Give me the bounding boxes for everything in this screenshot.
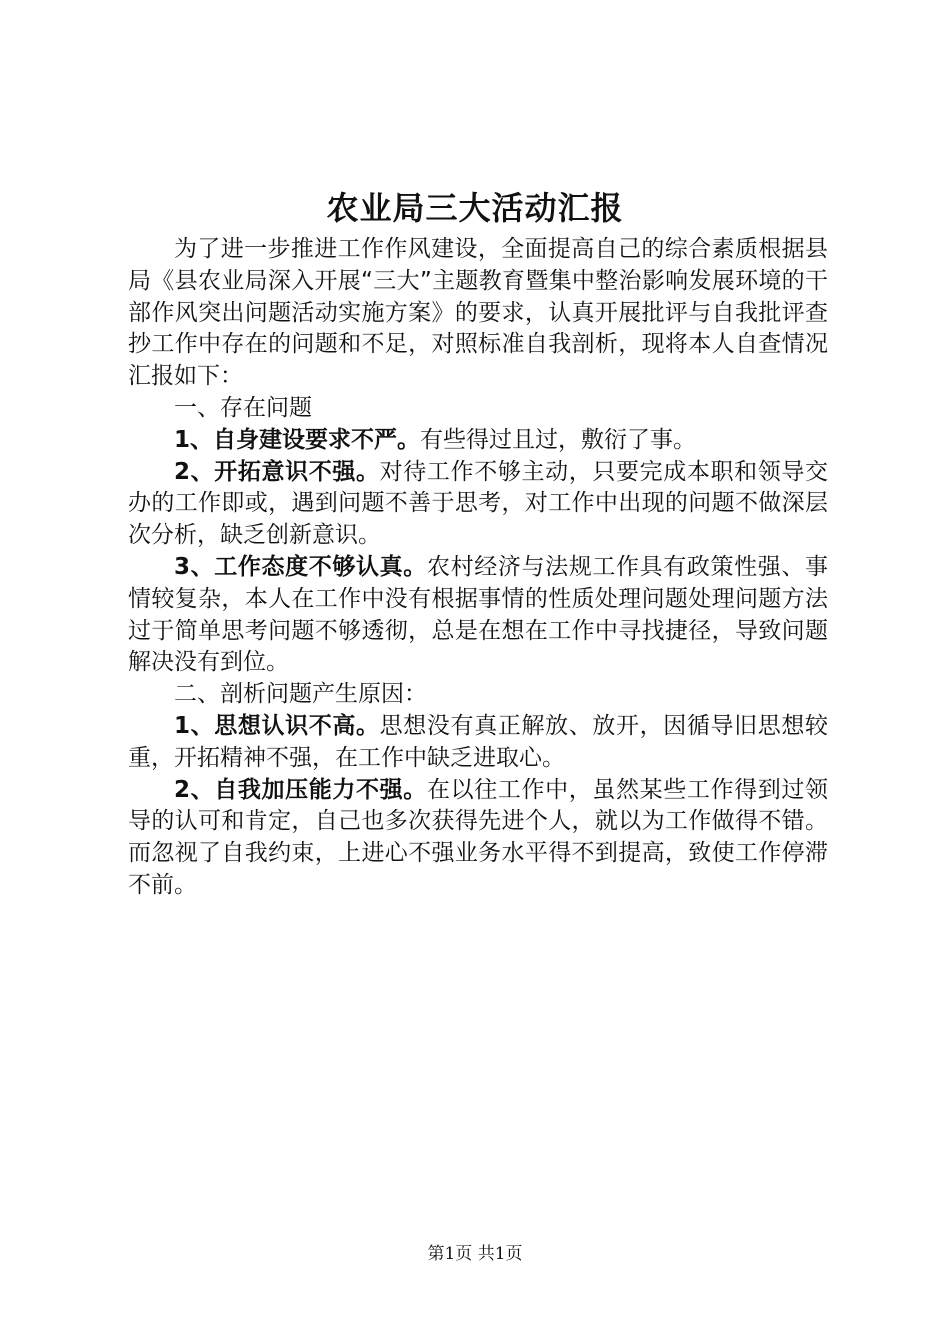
item-lead: 1、思想认识不高。 bbox=[174, 712, 380, 739]
cause-item-1 bbox=[128, 711, 828, 775]
intro-paragraph bbox=[128, 234, 828, 393]
page-footer: 第1页 共1页 bbox=[427, 1244, 523, 1264]
paragraph-text: 农村经济与法规工作具有政策性强、事情较复杂，本人在工作中没有根据事情的性质处理问题处理问题方法过于简单思考问题不够透彻，总是在想在工作中寻找捷径，导致问题解决没有到位。 bbox=[128, 553, 829, 676]
paragraph-text: 一、存在问题 bbox=[174, 394, 312, 421]
section-heading-causes bbox=[128, 679, 828, 711]
paragraph-text: 对待工作不够主动，只要完成本职和领导交办的工作即或，遇到问题不善于思考，对工作中出现的问题不做深层次分析，缺乏创新意识。 bbox=[128, 458, 828, 549]
paragraph-text: 为了进一步推进工作作风建设，全面提高自己的综合素质根据县局《县农业局深入开展“三大”主题教育暨集中整治影响发展环境的干部作风突出问题活动实施方案》的要求，认真开展批评与自我批评查抄工作中存在的问题和不足，对照标准自我剖析，现将本人自查情况汇报如下： bbox=[128, 236, 828, 390]
paragraph-text: 有些得过且过，敷衍了事。 bbox=[420, 426, 697, 453]
paragraph-text: 在以往工作中，虽然某些工作得到过领导的认可和肯定，自己也多次获得先进个人，就以为工作做得不错。而忽视了自我约束，上进心不强业务水平得不到提高，致使工作停滞不前。 bbox=[128, 776, 829, 898]
document-title: 农业局三大活动汇报 bbox=[326, 189, 624, 227]
paragraph-text: 思想没有真正解放、放开，因循导旧思想较重，开拓精神不强，在工作中缺乏进取心。 bbox=[128, 712, 828, 771]
item-lead: 1、自身建设要求不严。 bbox=[174, 426, 421, 453]
item-lead: 3、工作态度不够认真。 bbox=[174, 553, 427, 580]
problem-item-2 bbox=[128, 457, 828, 552]
paragraph-text: 二、剖析问题产生原因： bbox=[174, 681, 427, 708]
cause-item-2 bbox=[128, 775, 828, 902]
item-lead: 2、自我加压能力不强。 bbox=[174, 776, 427, 803]
section-heading-problems bbox=[128, 393, 828, 425]
item-lead: 2、开拓意识不强。 bbox=[174, 458, 380, 485]
problem-item-3 bbox=[128, 552, 828, 679]
problem-item-1 bbox=[128, 425, 828, 457]
document-body bbox=[128, 234, 828, 902]
